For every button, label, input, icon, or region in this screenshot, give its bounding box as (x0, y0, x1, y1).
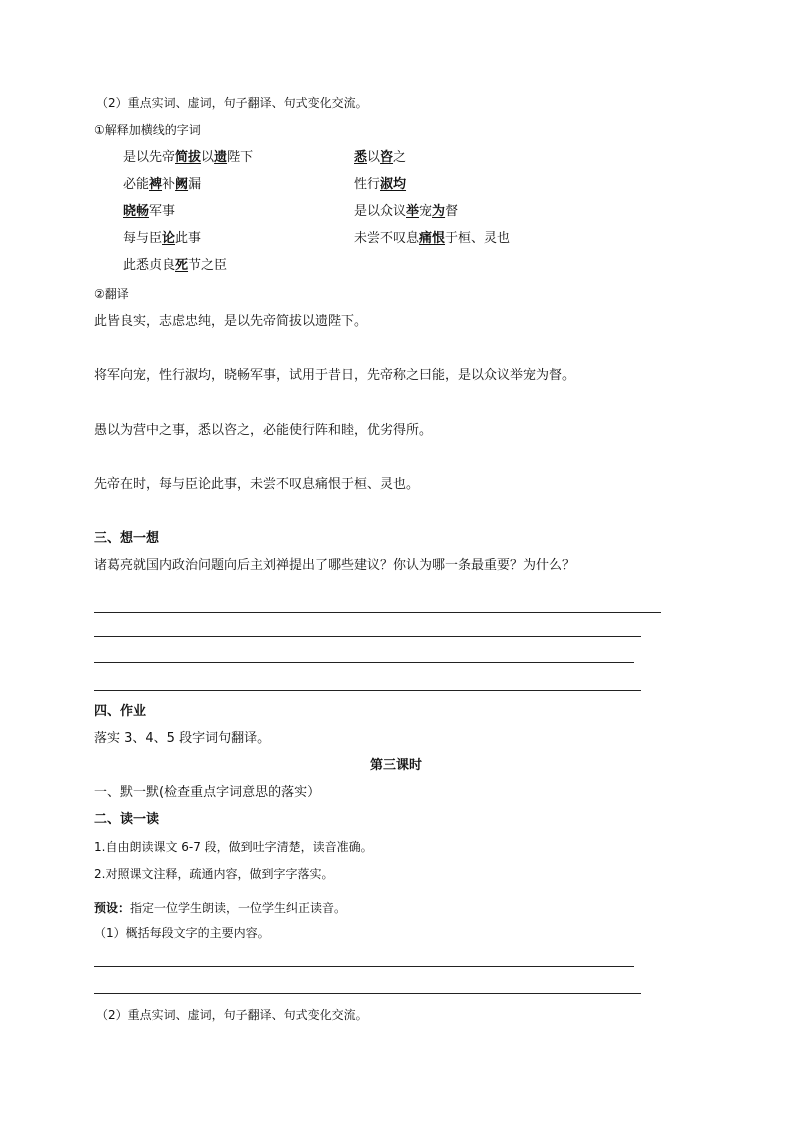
vocab-text: 未尝不叹息 (354, 231, 420, 246)
vocab-item (354, 177, 406, 193)
underlined-term: 淑均 (380, 177, 407, 192)
answer-line (94, 612, 661, 613)
translation-sentence: 先帝在时，每与臣论此事，未尝不叹息痛恨于桓、灵也。 (94, 477, 420, 492)
subsection-heading: （2）重点实词、虚词，句子翻译、句式变化交流。 (96, 96, 368, 110)
underlined-term: 裨 (149, 177, 163, 192)
underlined-term: 晓畅 (123, 204, 150, 219)
translation-sentence: 此皆良实，志虑忠纯，是以先帝简拔以遗陛下。 (94, 314, 368, 329)
vocab-item (123, 231, 201, 247)
vocab-text: 宠 (419, 204, 433, 219)
answer-line (94, 662, 634, 663)
vocab-text: 是以众议 (354, 204, 407, 219)
vocab-text: 陛下 (227, 150, 254, 165)
preset-text: 指定一位学生朗读，一位学生纠正读音。 (130, 901, 347, 915)
section-heading-homework: 四、作业 (94, 704, 147, 719)
answer-line (94, 690, 641, 691)
vocab-item (123, 150, 253, 166)
vocab-text: 军事 (149, 204, 176, 219)
translation-sentence: 将军向宠，性行淑均，晓畅军事，试用于昔日，先帝称之曰能，是以众议举宠为督。 (94, 368, 576, 383)
translation-sentence: 愚以为营中之事，悉以咨之，必能使行阵和睦，优劣得所。 (94, 423, 433, 438)
think-question: 诸葛亮就国内政治问题向后主刘禅提出了哪些建议？你认为哪一条最重要？为什么？ (94, 558, 576, 573)
underlined-term: 死 (175, 258, 189, 273)
underlined-term: 为 (432, 204, 446, 219)
vocab-text: 以 (201, 150, 215, 165)
reading-step: 1.自由朗读课文 6-7 段，做到吐字清楚，读音准确。 (94, 840, 373, 854)
exchange-task: （2）重点实词、虚词，句子翻译、句式变化交流。 (96, 1008, 368, 1022)
reading-step: 2.对照课文注释，疏通内容，做到字字落实。 (94, 867, 334, 881)
vocab-text: 性行 (354, 177, 381, 192)
answer-line (94, 636, 641, 637)
vocab-item (354, 204, 458, 220)
underlined-term: 论 (162, 231, 176, 246)
answer-line (94, 993, 641, 994)
vocab-text: 每与臣 (123, 231, 163, 246)
vocab-text: 督 (445, 204, 459, 219)
vocab-instruction: ①解释加横线的字词 (94, 123, 201, 137)
underlined-term: 简拔 (175, 150, 202, 165)
section-heading-think: 三、想一想 (94, 531, 160, 546)
vocab-text: 漏 (188, 177, 202, 192)
underlined-term: 阙 (175, 177, 189, 192)
vocab-text: 以 (367, 150, 381, 165)
underlined-term: 咨 (380, 150, 394, 165)
vocab-text: 必能 (123, 177, 150, 192)
vocab-item (123, 258, 227, 274)
preset-note (94, 901, 346, 915)
underlined-term: 举 (406, 204, 420, 219)
vocab-text: 补 (162, 177, 176, 192)
lesson-item: 二、读一读 (94, 812, 160, 827)
vocab-text: 是以先帝 (123, 150, 176, 165)
lesson-item: 一、默一默(检查重点字词意思的落实） (94, 785, 321, 800)
vocab-text: 于桓、灵也 (445, 231, 511, 246)
summary-task: （1）概括每段文字的主要内容。 (94, 926, 270, 940)
translation-instruction: ②翻译 (94, 287, 129, 301)
vocab-item (123, 204, 175, 220)
underlined-term: 悉 (354, 150, 368, 165)
vocab-item (354, 150, 406, 166)
vocab-text: 此事 (175, 231, 202, 246)
vocab-item (354, 231, 510, 247)
vocab-text: 此悉贞良 (123, 258, 176, 273)
vocab-item (123, 177, 201, 193)
vocab-text: 节之臣 (188, 258, 228, 273)
lesson-title: 第三课时 (370, 758, 423, 773)
preset-label: 预设： (94, 901, 131, 915)
answer-line (94, 966, 634, 967)
vocab-text: 之 (393, 150, 407, 165)
homework-text: 落实 3、4、5 段字词句翻译。 (94, 731, 271, 746)
underlined-term: 遗 (214, 150, 228, 165)
underlined-term: 痛恨 (419, 231, 446, 246)
